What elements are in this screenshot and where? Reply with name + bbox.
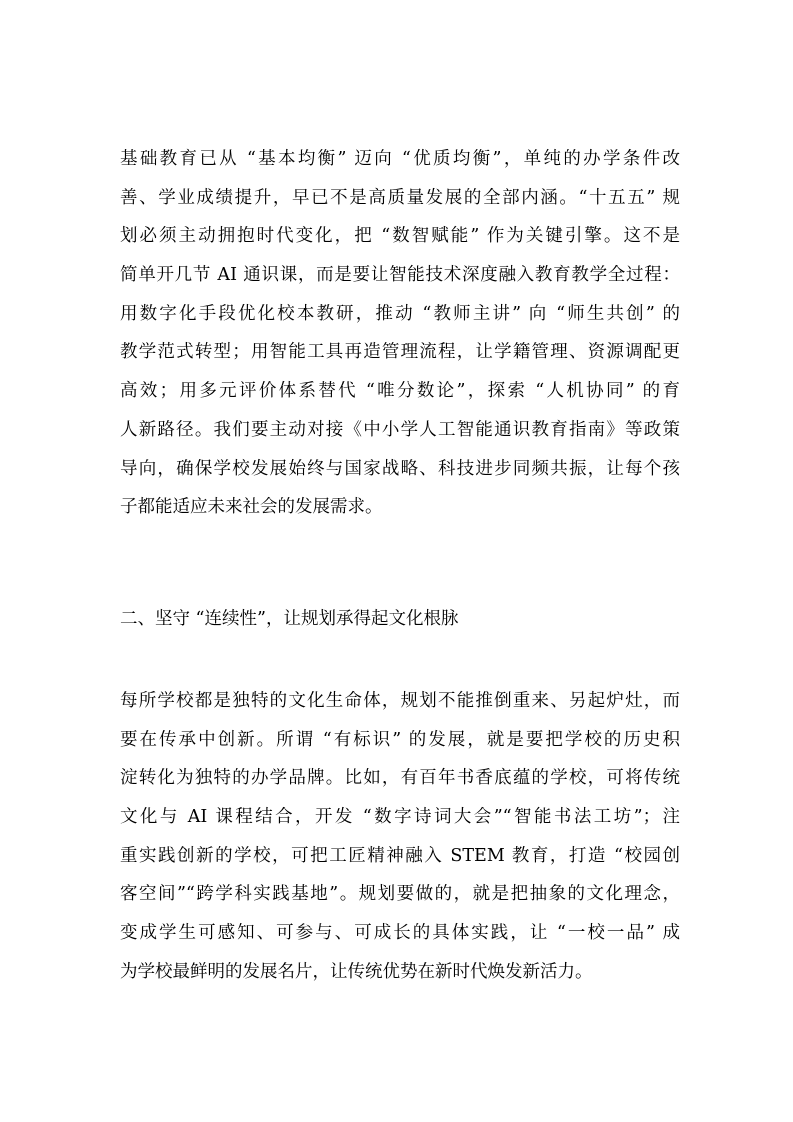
paragraph-line: 变成学生可感知、可参与、可成长的具体实践，让 “一校一品” 成 (120, 923, 680, 944)
paragraph-line: 重实践创新的学校，可把工匠精神融入 STEM 教育，打造 “校园创 (120, 845, 680, 866)
paragraph-line: 要在传承中创新。所谓 “有标识” 的发展，就是要把学校的历史积 (120, 729, 680, 750)
section-heading-text: 二、坚守 “连续性”，让规划承得起文化根脉 (120, 609, 459, 629)
paragraph-line: 简单开几节 AI 通识课，而是要让智能技术深度融入教育教学全过程： (120, 265, 680, 286)
paragraph-line: 导向，确保学校发展始终与国家战略、科技进步同频共振，让每个孩 (120, 458, 680, 479)
paragraph-line: 高效；用多元评价体系替代 “唯分数论”，探索 “人机协同” 的育 (120, 381, 680, 402)
paragraph-line: 每所学校都是独特的文化生命体，规划不能推倒重来、另起炉灶，而 (120, 691, 680, 711)
paragraph-line: 文化与 AI 课程结合，开发 “数字诗词大会”“智能书法工坊”；注 (120, 807, 680, 828)
paragraph-line: 为学校最鲜明的发展名片，让传统优势在新时代焕发新活力。 (120, 961, 593, 982)
paragraph-line: 子都能适应未来社会的发展需求。 (120, 497, 383, 518)
section-heading-continuity (120, 600, 680, 639)
paragraph-line: 善、学业成绩提升，早已不是高质量发展的全部内涵。“十五五” 规 (120, 187, 680, 208)
paragraph-line: 教学范式转型；用智能工具再造管理流程，让学籍管理、资源调配更 (120, 342, 680, 363)
paragraph-line: 划必须主动拥抱时代变化，把 “数智赋能” 作为关键引擎。这不是 (120, 226, 680, 247)
paragraph-line: 用数字化手段优化校本教研，推动 “教师主讲” 向 “师生共创” 的 (120, 303, 680, 324)
paragraph-line: 客空间”“跨学科实践基地”。规划要做的，就是把抽象的文化理念， (120, 884, 680, 905)
paragraph-cultural-roots (120, 682, 680, 992)
paragraph-line: 基础教育已从 “基本均衡” 迈向 “优质均衡”，单纯的办学条件改 (120, 149, 680, 169)
paragraph-line: 人新路径。我们要主动对接《中小学人工智能通识教育指南》等政策 (120, 419, 680, 440)
paragraph-digital-empowerment (120, 140, 680, 527)
paragraph-line: 淀转化为独特的办学品牌。比如，有百年书香底蕴的学校，可将传统 (120, 768, 680, 789)
